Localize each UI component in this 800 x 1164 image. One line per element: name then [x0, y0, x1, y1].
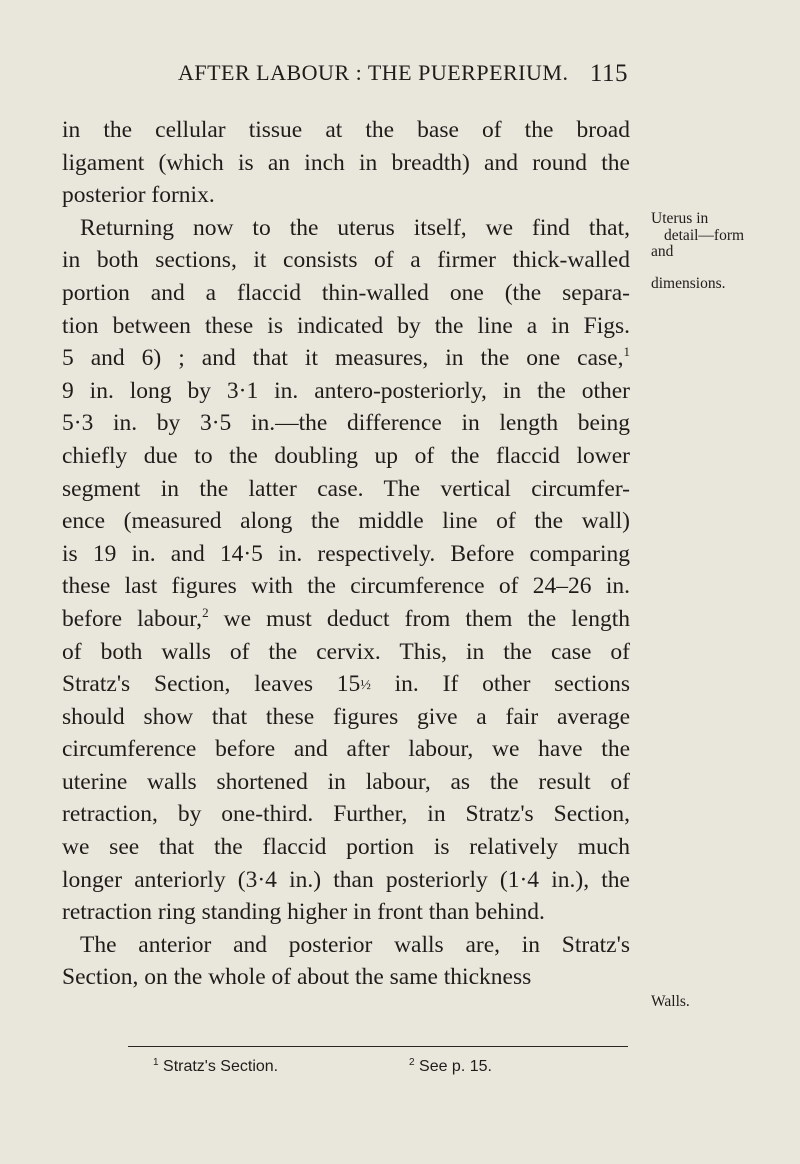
text-line: Returning now to the uterus itself, we find that,	[80, 214, 630, 241]
footnote-divider	[128, 1046, 628, 1047]
footnote-marker: 1	[153, 1057, 159, 1068]
text-line: segment in the latter case. The vertical circumfer-	[62, 475, 630, 502]
text-line: 5·3 in. by 3·5 in.—the difference in length being	[62, 410, 630, 437]
text-line: is 19 in. and 14·5 in. respectively. Before comparing	[62, 540, 630, 567]
footnote-reference[interactable]: 2	[202, 604, 209, 620]
footnote-marker: 2	[409, 1057, 415, 1068]
text-line: should show that these figures give a fair average	[62, 703, 630, 730]
text-line	[62, 668, 630, 701]
text-line: ence (measured along the middle line of the wall)	[62, 508, 630, 535]
line-text: in. If other sections	[394, 671, 630, 698]
text-line: retraction, by one-third. Further, in Stratz's Section,	[62, 801, 630, 828]
text-line: chiefly due to the doubling up of the flaccid lower	[62, 442, 630, 469]
footnote-reference[interactable]: 1	[623, 344, 630, 360]
text-line: longer anteriorly (3·4 in.) than posteriorly (1·4 in.), the	[62, 866, 630, 893]
sidenote-uterus: and	[651, 243, 674, 260]
text-line	[62, 603, 630, 636]
page-number: 115	[589, 60, 628, 87]
footnote	[153, 1058, 278, 1076]
text-line: retraction ring standing higher in front than behind.	[62, 899, 545, 926]
text-line	[62, 342, 630, 375]
text-line: The anterior and posterior walls are, in Stratz's	[80, 931, 630, 958]
text-line: tion between these is indicated by the line a in Figs.	[62, 312, 630, 339]
text-line: circumference before and after labour, we have the	[62, 736, 630, 763]
sidenote-uterus: detail—form	[664, 227, 745, 244]
sidenote-uterus: dimensions.	[651, 275, 726, 292]
sidenote-uterus: Uterus in	[651, 210, 709, 227]
text-line: posterior fornix.	[62, 182, 215, 209]
text-line: we see that the flaccid portion is relatively much	[62, 834, 630, 861]
sidenote-walls: Walls.	[651, 993, 690, 1010]
running-header	[178, 60, 628, 86]
line-text: before labour,	[62, 605, 203, 632]
text-line: Section, on the whole of about the same thickness	[62, 964, 532, 991]
line-text: we must deduct from them the length	[223, 605, 630, 632]
line-text: 5 and 6) ; and that it measures, in the one case,	[62, 345, 624, 372]
footnote-text: Stratz's Section.	[163, 1058, 279, 1075]
footnote-text: See p. 15.	[419, 1058, 492, 1075]
running-head-title: AFTER LABOUR : THE PUERPERIUM.	[178, 60, 569, 85]
text-line: these last figures with the circumference of 24–26 in.	[62, 573, 630, 600]
text-line: in the cellular tissue at the base of the broad	[62, 117, 630, 143]
text-line: portion and a flaccid thin-walled one (the separa-	[62, 279, 630, 306]
footnote	[409, 1058, 492, 1076]
main-text	[62, 114, 630, 994]
fraction: ½	[360, 678, 371, 694]
text-line: uterine walls shortened in labour, as the result of	[62, 768, 630, 795]
text-line: in both sections, it consists of a firmer thick-walled	[62, 247, 630, 274]
line-text: Stratz's Section, leaves 15	[62, 671, 361, 698]
text-line: 9 in. long by 3·1 in. antero-posteriorly, in the other	[62, 377, 630, 404]
text-line: of both walls of the cervix. This, in the case of	[62, 638, 630, 665]
text-line: ligament (which is an inch in breadth) and round the	[62, 149, 630, 176]
